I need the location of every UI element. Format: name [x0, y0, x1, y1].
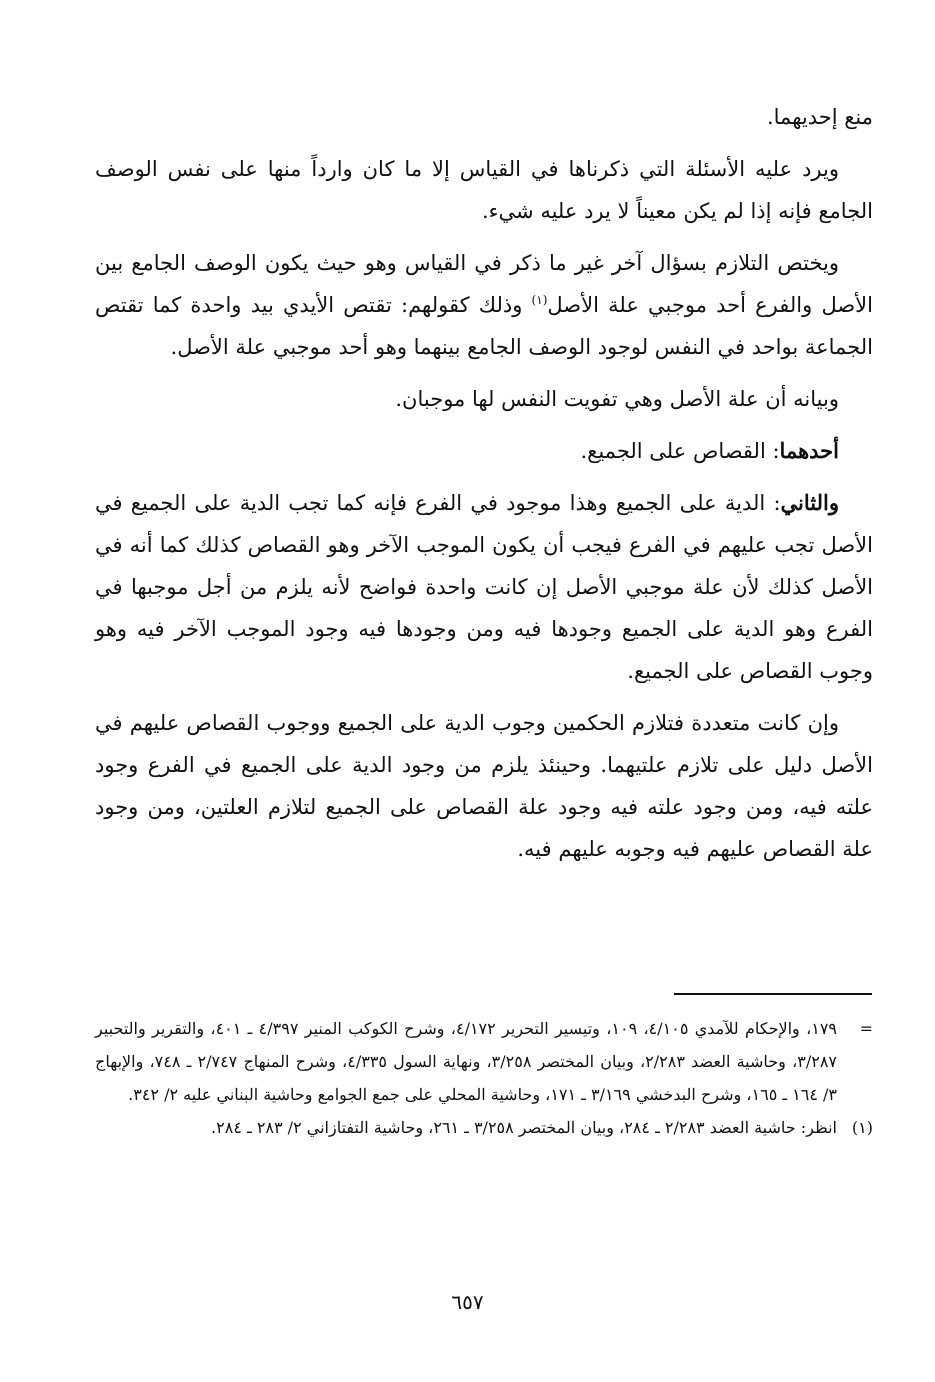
paragraph-lead: أحدهما — [779, 438, 839, 463]
paragraph-text: منع إحديهما. — [766, 105, 873, 129]
paragraph-text: وإن كانت متعددة فتلازم الحكمين وجوب الدية على الجميع ووجوب القصاص عليهم في الأصل دليل على تلازم علتيهما. وحينئذ يلزم من وجود الدية على الجميع في الفرع وجود علته فيه، ومن وجود علته فيه وجود علة القصاص على الجميع لتلازم العلتين، ومن وجود علة القصاص عليهم فيه وجوبه عليهم فيه. — [95, 711, 873, 861]
paragraph-text-continued: وذلك كقولهم: تقتص الأيدي بيد واحدة كما تقتص الجماعة بواحد في النفس لوجود الوصف الجامع بينهما وهو أحد موجبي علة الأصل. — [95, 293, 873, 359]
paragraph-text: : القصاص على الجميع. — [580, 439, 780, 463]
footnotes — [95, 1012, 873, 1144]
footnote-text: ١٧٩، والإحكام للآمدي ٤/١٠٥، ١٠٩، وتيسير التحرير ٤/١٧٢، وشرح الكوكب المنير ٤/٣٩٧ ـ ٤٠١، والتقرير والتحبير ٣/٢٨٧، وحاشية العضد ٢/٢٨٣، وبيان المختصر ٣/٢٥٨، ونهاية السول ٤/٣٣٥، وشرح المنهاج ٢/٧٤٧ ـ ٧٤٨، والإبهاج ٣/ ١٦٤ ـ ١٦٥، وشرح البدخشي ٣/١٦٩ ـ ١٧١، وحاشية المحلي على جمع الجوامع وحاشية البناني عليه ٢/ ٣٤٢. — [95, 1019, 838, 1104]
page-number: ٦٥٧ — [451, 1290, 484, 1314]
paragraph-text: ويرد عليه الأسئلة التي ذكرناها في القياس إلا ما كان وارداً منها على نفس الوصف الجامع فإنه إذا لم يكن معيناً لا يرد عليه شيء. — [95, 157, 873, 223]
footnote-reference: (١) — [531, 293, 548, 307]
paragraph-text: ويختص التلازم بسؤال آخر غير ما ذكر في القياس وهو حيث يكون الوصف الجامع بين الأصل والفرع أحد موجبي علة الأصل — [95, 251, 873, 317]
paragraph-7 — [95, 702, 873, 870]
paragraph-lead: والثاني — [780, 490, 839, 515]
paragraph-1 — [95, 96, 873, 138]
footnote-text: انظر: حاشية العضد ٢/٢٨٣ ـ ٢٨٤، وبيان المختصر ٣/٢٥٨ ـ ٢٦١، وحاشية التفتازاني ٢/ ٢٨٣ ـ ٢٨٤. — [211, 1118, 837, 1137]
paragraph-text: : الدية على الجميع وهذا موجود في الفرع فإنه كما تجب الدية على الجميع في الأصل تجب عليهم في الفرع فيجب أن يكون الموجب الآخر وهو القصاص كذلك كما أنه في الأصل كذلك لأن علة موجبي الأصل إن كانت واحدة فواضح لأنه يلزم من أجل موجبها في الفرع وهو الدية على الجميع وجودها فيه ومن وجودها فيه وجود الموجب الآخر فيه وهو وجوب القصاص على الجميع. — [95, 491, 873, 683]
footnote-mark: = — [859, 1019, 873, 1038]
paragraph-5 — [95, 430, 873, 472]
footnote-separator — [674, 993, 872, 995]
paragraph-2 — [95, 148, 873, 232]
footnote-1 — [95, 1111, 873, 1144]
main-text — [95, 96, 873, 880]
paragraph-3 — [95, 242, 873, 368]
footnote-continued — [95, 1012, 873, 1111]
footnote-mark: (١) — [851, 1118, 873, 1137]
paragraph-4 — [95, 378, 873, 420]
paragraph-text: وبيانه أن علة الأصل وهي تفويت النفس لها موجبان. — [395, 387, 839, 411]
paragraph-6 — [95, 482, 873, 692]
